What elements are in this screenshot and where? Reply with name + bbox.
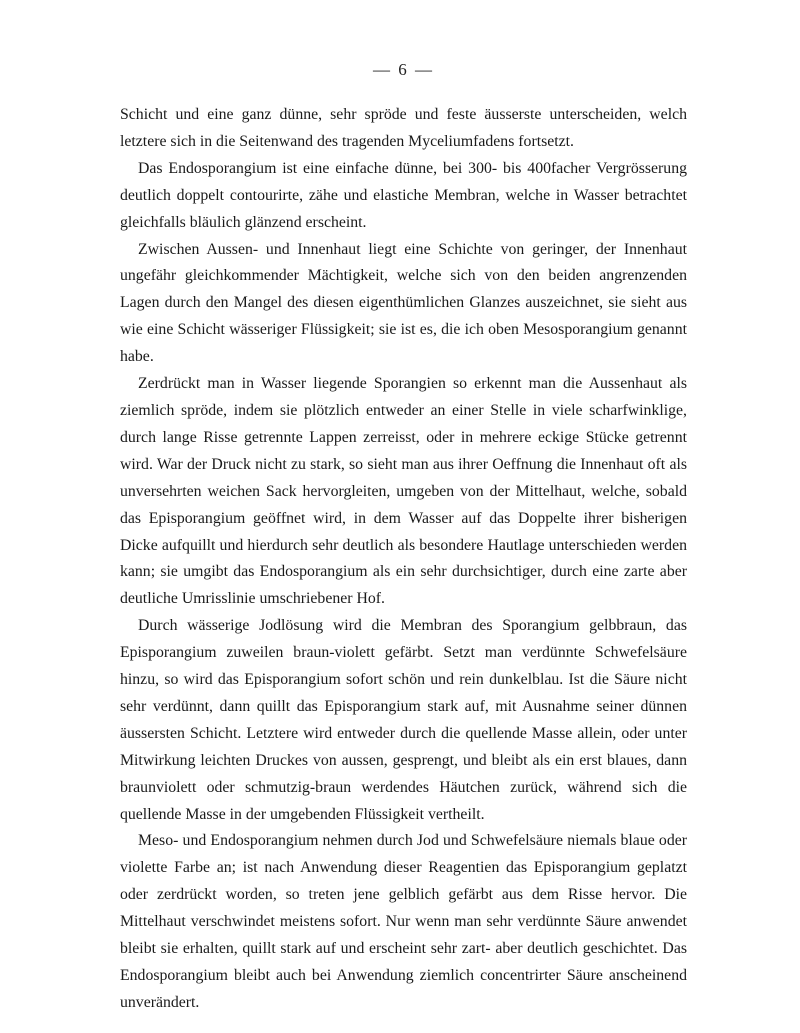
paragraph-3: Zwischen Aussen- und Innenhaut liegt eine Schichte von geringer, der Innenhaut ungefähr gleichkommender Mächtigkeit, welche sich von den beiden angrenzenden Lagen durch den Mangel des diesen eigenthümlichen Glanzes auszeichnet, sie sieht aus wie eine Schicht wässeriger Flüssigkeit; sie ist es, die ich oben Mesosporangium genannt habe. [120, 240, 687, 366]
document-page [120, 60, 687, 1017]
paragraph-6: Meso- und Endosporangium nehmen durch Jod und Schwefelsäure niemals blaue oder violette Farbe an; ist nach Anwendung dieser Reagentien das Episporangium geplatzt oder zerdrückt worden, so treten jene gelblich gefärbt aus dem Risse hervor. Die Mittelhaut verschwindet meistens sofort. Nur wenn man sehr verdünnte Säure anwendet bleibt sie erhalten, quillt stark auf und erscheint sehr zart- aber deutlich geschichtet. Das Endosporangium bleibt auch bei Anwendung ziemlich concentrirter Säure anscheinend unverändert. [120, 832, 687, 1011]
paragraph-5: Durch wässerige Jodlösung wird die Membran des Sporangium gelbbraun, das Episporangium zuweilen braun-violett gefärbt. Setzt man verdünnte Schwefelsäure hinzu, so wird das Episporangium sofort schön und rein dunkelblau. Ist die Säure nicht sehr verdünnt, dann quillt das Episporangium stark auf, mit Ausnahme seiner dünnen äussersten Schicht. Letztere wird entweder durch die quellende Masse allein, oder unter Mitwirkung leichten Druckes von aussen, gesprengt, und bleibt als ein erst blaues, dann braunviolett oder schmutzig-braun werdendes Häutchen zurück, während sich die quellende Masse in der umgebenden Flüssigkeit vertheilt. [120, 617, 687, 823]
paragraph-2: Das Endosporangium ist eine einfache dünne, bei 300- bis 400facher Vergrösserung deutlich doppelt contourirte, zähe und elastiche Membran, welche in Wasser betrachtet gleichfalls bläulich glänzend erscheint. [120, 159, 687, 231]
paragraph-4: Zerdrückt man in Wasser liegende Sporangien so erkennt man die Aussenhaut als ziemlich spröde, indem sie plötzlich entweder an einer Stelle in viele scharfwinklige, durch lange Risse getrennte Lappen zerreisst, oder in mehrere eckige Stücke getrennt wird. War der Druck nicht zu stark, so sieht man aus ihrer Oeffnung die Innenhaut oft als unversehrten weichen Sack hervorgleiten, umgeben von der Mittelhaut, welche, sobald das Episporangium geöffnet wird, in dem Wasser auf das Doppelte ihrer bisherigen Dicke aufquillt und hierdurch sehr deutlich als besondere Hautlage unterschieden werden kann; sie umgibt das Endosporangium als ein sehr durchsichtiger, durch eine zarte aber deutliche Umrisslinie umschriebener Hof. [120, 375, 687, 608]
page-number: — 6 — [373, 60, 434, 79]
paragraph-1: Schicht und eine ganz dünne, sehr spröde und feste äusserste unterscheiden, welch letztere sich in die Seitenwand des tragenden Myceliumfadens fortsetzt. [120, 106, 687, 150]
